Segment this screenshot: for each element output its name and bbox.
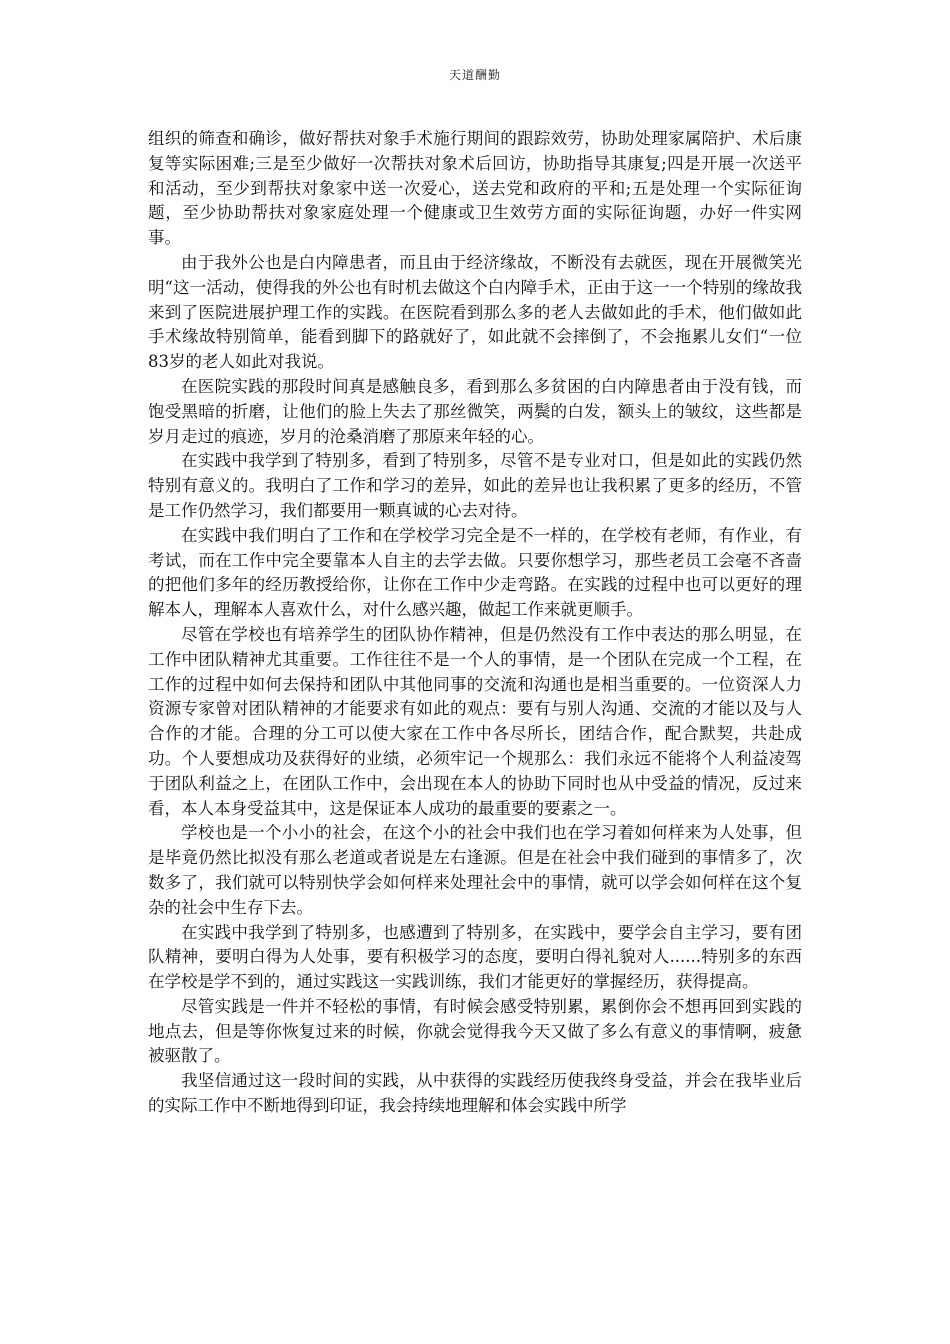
paragraph-6: 尽管在学校也有培养学生的团队协作精神，但是仍然没有工作中表达的那么明显，在工作中团队精神尤其重要。工作往往不是一个人的事情，是一个团队在完成一个工程，在工作的过程中如何去保持和团队中其他同事的交流和沟通也是相当重要的。一位资深人力资源专家曾对团队精神的才能要求有如此的观点：要有与别人沟通、交流的才能以及与人合作的才能。合理的分工可以使大家在工作中各尽所长，团结合作，配合默契，共赴成功。个人要想成功及获得好的业绩，必须牢记一个规那么：我们永远不能将个人利益凌驾于团队利益之上，在团队工作中，会出现在本人的协助下同时也从中受益的情况，反过来看，本人本身受益其中，这是保证本人成功的最重要的要素之一。 [148,624,802,818]
paragraph-1: 组织的筛查和确诊，做好帮扶对象手术施行期间的跟踪效劳，协助处理家属陪护、术后康复等实际困难;三是至少做好一次帮扶对象术后回访，协助指导其康复;四是开展一次送平和活动，至少到帮扶对象家中送一次爱心，送去党和政府的平和;五是处理一个实际征询题，至少协助帮扶对象家庭处理一个健康或卫生效劳方面的实际征询题，办好一件实网事。 [148,129,802,248]
paragraph-3: 在医院实践的那段时间真是感触良多，看到那么多贫困的白内障患者由于没有钱，而饱受黑暗的折磨，让他们的脸上失去了那丝微笑，两鬓的白发，额头上的皱纹，这些都是岁月走过的痕迹，岁月的沧桑消磨了那原来年轻的心。 [148,376,802,446]
paragraph-10: 我坚信通过这一段时间的实践，从中获得的实践经历使我终身受益，并会在我毕业后的实际工作中不断地得到印证，我会持续地理解和体会实践中所学 [148,1071,802,1116]
paragraph-2: 由于我外公也是白内障患者，而且由于经济缘故，不断没有去就医，现在开展微笑光明“这一活动，使得我的外公也有时机去做这个白内障手术，正由于这一一个特别的缘故我来到了医院进展护理工作的实践。在医院看到那么多的老人去做如此的手术，他们做如此手术缘故特别简单，能看到脚下的路就好了，如此就不会摔倒了，不会拖累儿女们“一位83岁的老人如此对我说。 [148,252,802,372]
document-body [148,127,802,1119]
paragraph-5: 在实践中我们明白了工作和在学校学习完全是不一样的，在学校有老师，有作业，有考试，而在工作中完全要靠本人自主的去学去做。只要你想学习，那些老员工会毫不吝啬的把他们多年的经历教授给你，让你在工作中少走弯路。在实践的过程中也可以更好的理解本人，理解本人喜欢什么，对什么感兴趣，做起工作来就更顺手。 [148,525,802,620]
paragraph-7: 学校也是一个小小的社会，在这个小的社会中我们也在学习着如何样来为人处事，但是毕竟仍然比拟没有那么老道或者说是左右逢源。但是在社会中我们碰到的事情多了，次数多了，我们就可以特别快学会如何样来处理社会中的事情，就可以学会如何样在这个复杂的社会中生存下去。 [148,823,802,917]
page-header: 天道酬勤 [448,68,501,82]
paragraph-4: 在实践中我学到了特别多，看到了特别多，尽管不是专业对口，但是如此的实践仍然特别有意义的。我明白了工作和学习的差异，如此的差异也让我积累了更多的经历，不管是工作仍然学习，我们都要用一颗真诚的心去对待。 [148,451,802,520]
paragraph-8: 在实践中我学到了特别多，也感遭到了特别多，在实践中，要学会自主学习，要有团队精神，要明白得为人处事，要有积极学习的态度，要明白得礼貌对人......特别多的东西在学校是学不到的，通过实践这一实践训练，我们才能更好的掌握经历，获得提高。 [148,922,802,992]
paragraph-9: 尽管实践是一件并不轻松的事情，有时候会感受特别累，累倒你会不想再回到实践的地点去，但是等你恢复过来的时候，你就会觉得我今天又做了多么有意义的事情啊，疲惫被驱散了。 [148,996,802,1066]
